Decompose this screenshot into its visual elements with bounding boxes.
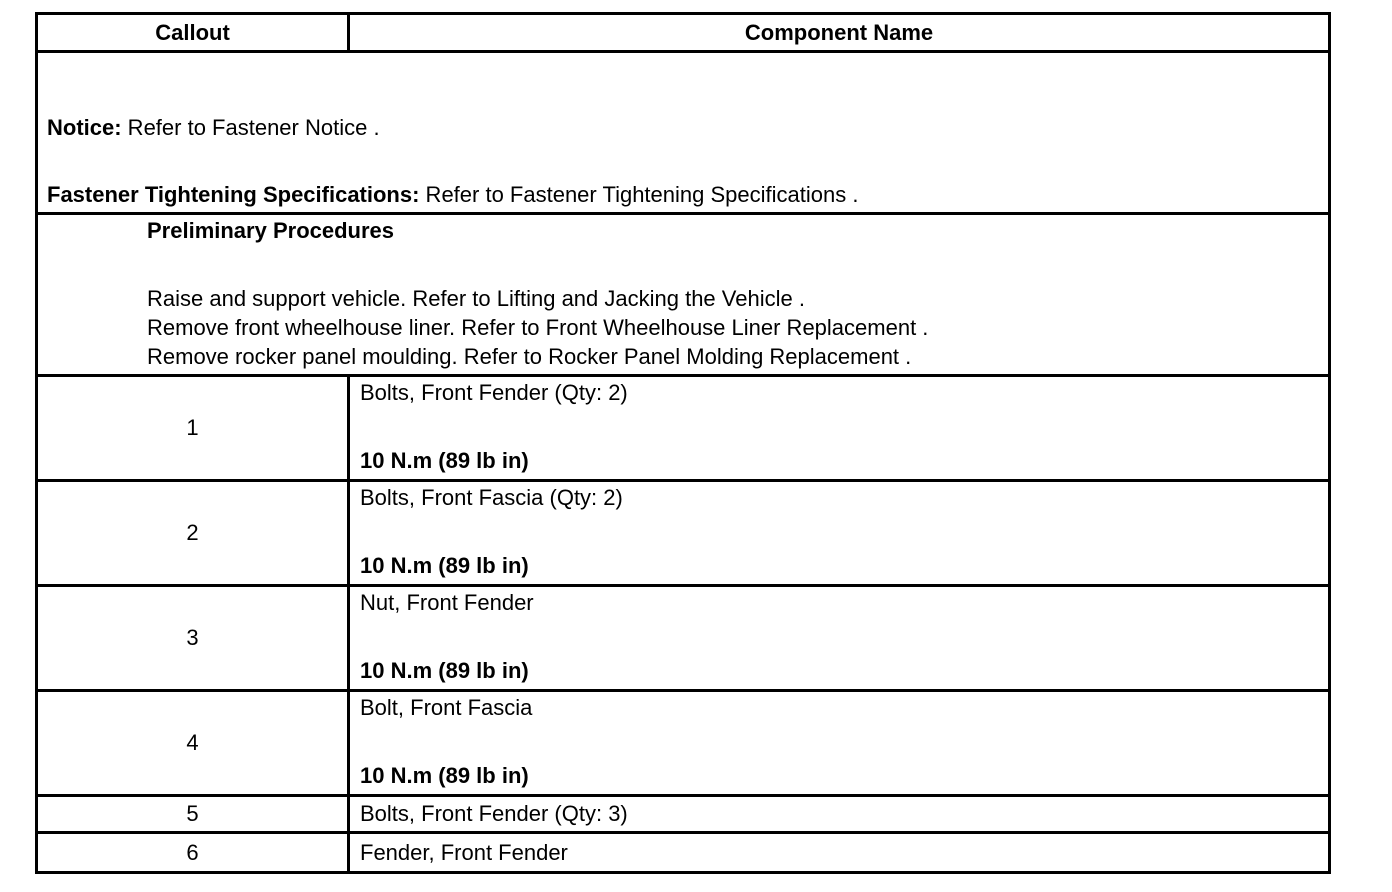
component-name: Fender, Front Fender (360, 839, 568, 865)
callout-number: 2 (38, 482, 350, 584)
component-cell (350, 482, 1328, 584)
callout-number: 3 (38, 587, 350, 689)
component-name: Bolts, Front Fender (Qty: 2) (360, 380, 628, 405)
preliminary-step: Remove front wheelhouse liner. Refer to Front Wheelhouse Liner Replacement . (147, 315, 929, 340)
preliminary-procedures-row (38, 215, 1328, 377)
header-callout: Callout (38, 15, 350, 50)
notice-text: Refer to Fastener Notice . (121, 115, 380, 140)
table-row (38, 797, 1328, 834)
component-cell (350, 692, 1328, 794)
table-row (38, 834, 1328, 871)
callout-number: 6 (38, 834, 350, 871)
component-cell (350, 587, 1328, 689)
preliminary-step: Remove rocker panel moulding. Refer to Rocker Panel Molding Replacement . (147, 344, 912, 369)
component-name: Bolts, Front Fender (Qty: 3) (360, 801, 628, 826)
component-name: Nut, Front Fender (360, 590, 534, 615)
table-header-row (38, 15, 1328, 53)
torque-spec: 10 N.m (89 lb in) (360, 553, 529, 578)
component-table (35, 12, 1331, 874)
notice-line (47, 115, 380, 141)
callout-number: 1 (38, 377, 350, 479)
preliminary-step: Raise and support vehicle. Refer to Lifting and Jacking the Vehicle . (147, 286, 805, 311)
torque-spec: 10 N.m (89 lb in) (360, 763, 529, 788)
torque-spec: 10 N.m (89 lb in) (360, 448, 529, 473)
notice-label: Notice: (47, 115, 122, 140)
component-name: Bolt, Front Fascia (360, 695, 533, 720)
callout-number: 4 (38, 692, 350, 794)
table-row (38, 377, 1328, 482)
fastener-spec-label: Fastener Tightening Specifications: (47, 182, 420, 207)
table-row (38, 587, 1328, 692)
torque-spec: 10 N.m (89 lb in) (360, 658, 529, 683)
header-component-name: Component Name (744, 19, 934, 45)
component-name: Bolts, Front Fascia (Qty: 2) (360, 485, 623, 510)
table-row (38, 692, 1328, 797)
fastener-spec-text: Refer to Fastener Tightening Specifications . (419, 182, 859, 207)
component-cell (350, 377, 1328, 479)
preliminary-title: Preliminary Procedures (147, 218, 395, 243)
callout-number: 5 (38, 797, 350, 831)
table-row (38, 482, 1328, 587)
fastener-spec-line (47, 182, 858, 208)
notice-row (38, 53, 1328, 215)
